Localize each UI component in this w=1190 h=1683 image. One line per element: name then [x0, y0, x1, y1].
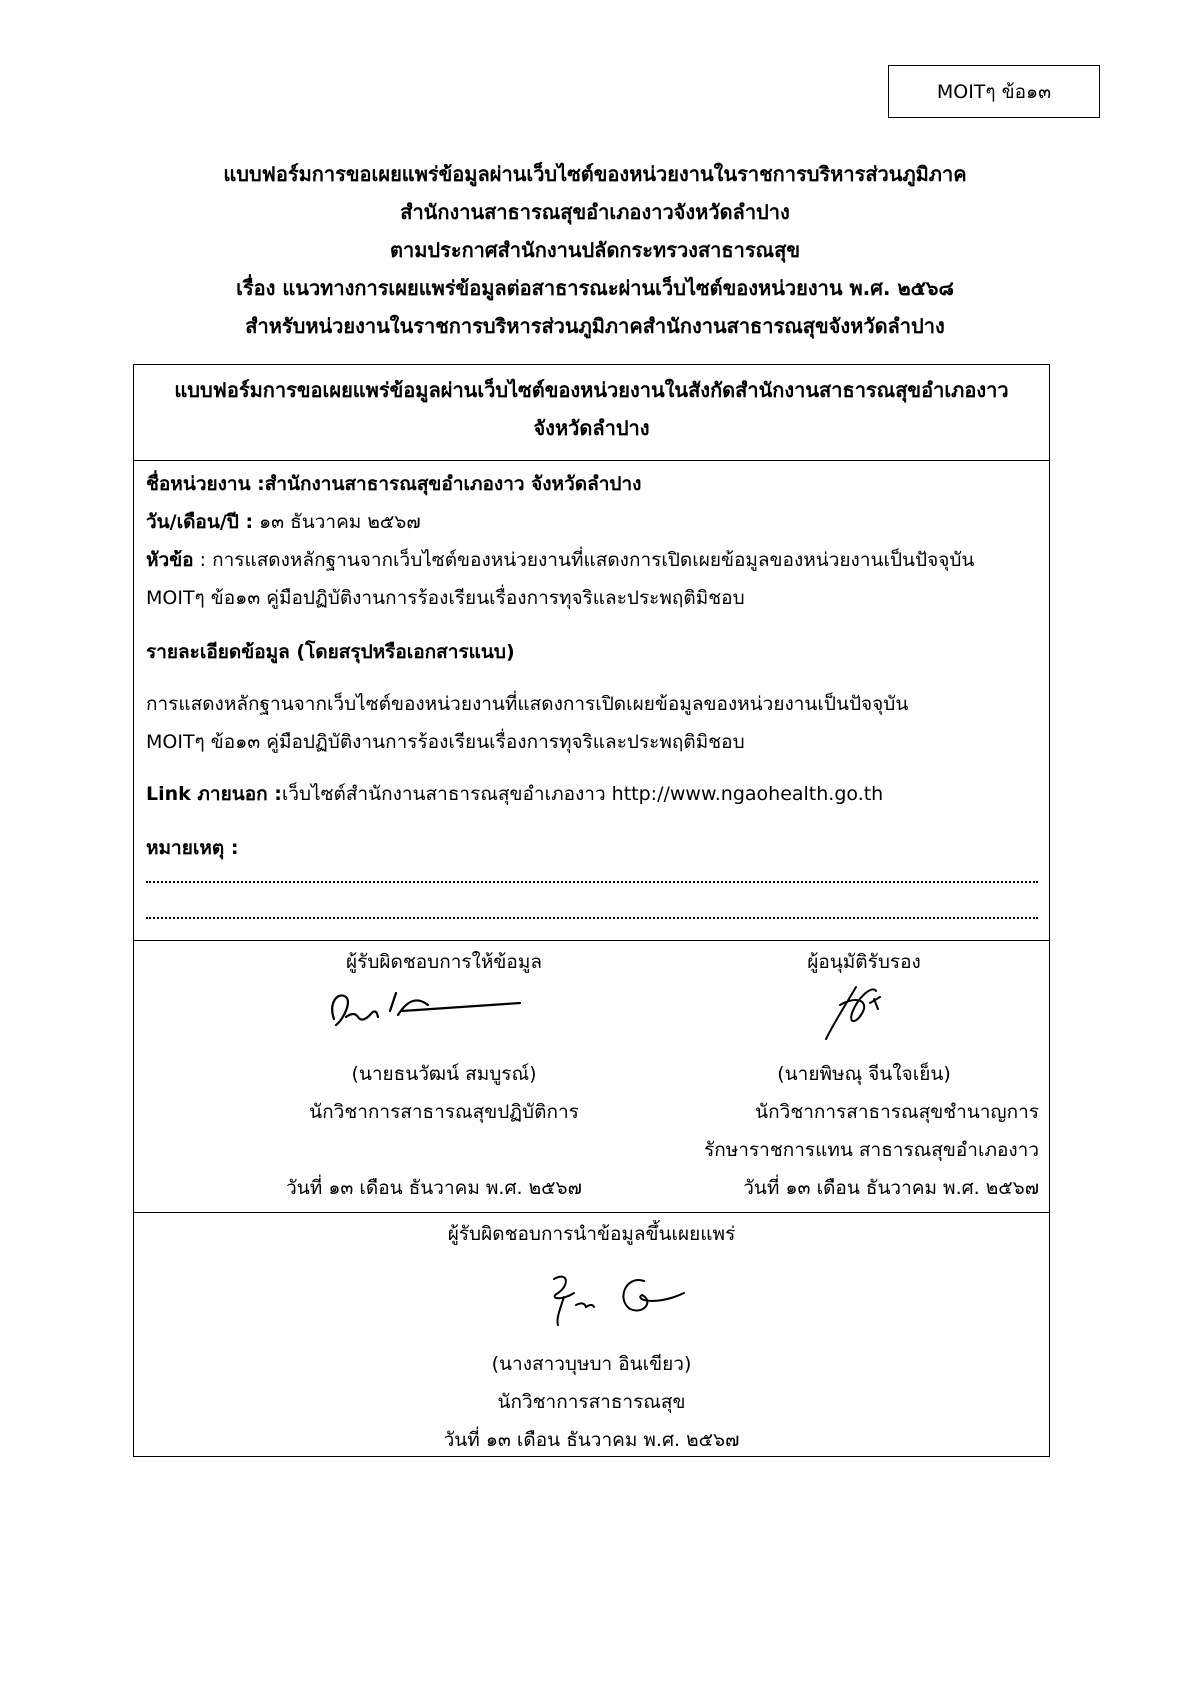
topic-label: หัวข้อ	[146, 549, 194, 571]
publisher-section	[134, 1213, 1049, 1456]
date-value: ๑๓ ธันวาคม ๒๕๖๗	[253, 511, 421, 533]
approver-date: วันที่ ๑๓ เดือน ธันวาคม พ.ศ. ๒๕๖๗	[743, 1177, 1039, 1199]
link-value[interactable]: เว็บไซต์สำนักงานสาธารณสุขอำเภองาว http://www.ngaohealth.go.th	[281, 783, 884, 805]
responsible-date: วันที่ ๑๓ เดือน ธันวาคม พ.ศ. ๒๕๖๗	[286, 1177, 582, 1199]
details-line: การแสดงหลักฐานจากเว็บไซต์ของหน่วยงานที่แสดงการเปิดเผยข้อมูลของหน่วยงานเป็นปัจจุบัน	[146, 693, 909, 715]
link-label: Link ภายนอก :	[146, 783, 282, 805]
form-title	[134, 365, 1049, 461]
agency-name: ชื่อหน่วยงาน :สำนักงานสาธารณสุขอำเภองาว จังหวัดลำปาง	[146, 473, 642, 495]
header-line: เรื่อง แนวทางการเผยแพร่ข้อมูลต่อสาธารณะผ่านเว็บไซต์ของหน่วยงาน พ.ศ. ๒๕๖๘	[236, 276, 954, 300]
request-form	[133, 364, 1050, 1457]
form-title-line: แบบฟอร์มการขอเผยแพร่ข้อมูลผ่านเว็บไซต์ของหน่วยงานในสังกัดสำนักงานสาธารณสุขอำเภองาว	[174, 378, 1009, 402]
form-info-section	[134, 461, 1049, 941]
topic-line-2: MOITๆ ข้อ๑๓ คู่มือปฏิบัติงานการร้องเรียนเรื่องการทุจริและประพฤติมิชอบ	[146, 587, 745, 609]
topic-value: : การแสดงหลักฐานจากเว็บไซต์ของหน่วยงานที่แสดงการเปิดเผยข้อมูลของหน่วยงานเป็นปัจจุบัน	[193, 549, 975, 571]
header-line: สำหรับหน่วยงานในราชการบริหารส่วนภูมิภาคสำนักงานสาธารณสุขจังหวัดลำปาง	[245, 314, 945, 338]
document-header	[120, 155, 1070, 345]
publisher-heading: ผู้รับผิดชอบการนำข้อมูลขึ้นเผยแพร่	[447, 1223, 736, 1245]
link-row	[146, 779, 883, 809]
approver-heading: ผู้อนุมัติรับรอง	[807, 951, 921, 973]
signature-section	[134, 941, 1049, 1213]
publisher-name: (นางสาวบุษบา อินเขียว)	[491, 1353, 692, 1375]
date-label: วัน/เดือน/ปี :	[146, 511, 254, 533]
remark-label: หมายเหตุ :	[146, 837, 239, 859]
remark-dotted-line	[146, 917, 1038, 919]
reference-code-box	[888, 65, 1100, 118]
publisher-date: วันที่ ๑๓ เดือน ธันวาคม พ.ศ. ๒๕๖๗	[443, 1429, 740, 1451]
responsible-position: นักวิชาการสาธารณสุขปฏิบัติการ	[309, 1101, 579, 1123]
approver-signature	[814, 975, 894, 1045]
approver-name: (นายพิษณุ จีนใจเย็น)	[777, 1063, 951, 1085]
approver-acting-role: รักษาราชการแทน สาธารณสุขอำเภองาว	[704, 1139, 1039, 1161]
details-line: MOITๆ ข้อ๑๓ คู่มือปฏิบัติงานการร้องเรียนเรื่องการทุจริและประพฤติมิชอบ	[146, 731, 745, 753]
approver-position: นักวิชาการสาธารณสุขชำนาญการ	[755, 1101, 1039, 1123]
header-line: ตามประกาศสำนักงานปลัดกระทรวงสาธารณสุข	[389, 238, 800, 262]
date-row	[146, 507, 421, 537]
details-heading: รายละเอียดข้อมูล (โดยสรุปหรือเอกสารแนบ)	[146, 641, 515, 663]
publisher-signature	[534, 1269, 694, 1329]
form-title-line: จังหวัดลำปาง	[533, 416, 650, 440]
header-line: สำนักงานสาธารณสุขอำเภองาวจังหวัดลำปาง	[400, 200, 790, 224]
topic-row	[146, 545, 974, 575]
responsible-signature	[324, 981, 524, 1036]
reference-code: MOITๆ ข้อ๑๓	[936, 80, 1052, 103]
responsible-name: (นายธนวัฒน์ สมบูรณ์)	[351, 1063, 537, 1085]
responsible-heading: ผู้รับผิดชอบการให้ข้อมูล	[346, 951, 542, 973]
remark-dotted-line	[146, 881, 1038, 883]
header-line: แบบฟอร์มการขอเผยแพร่ข้อมูลผ่านเว็บไซต์ของหน่วยงานในราชการบริหารส่วนภูมิภาค	[223, 162, 967, 186]
publisher-position: นักวิชาการสาธารณสุข	[497, 1391, 686, 1413]
